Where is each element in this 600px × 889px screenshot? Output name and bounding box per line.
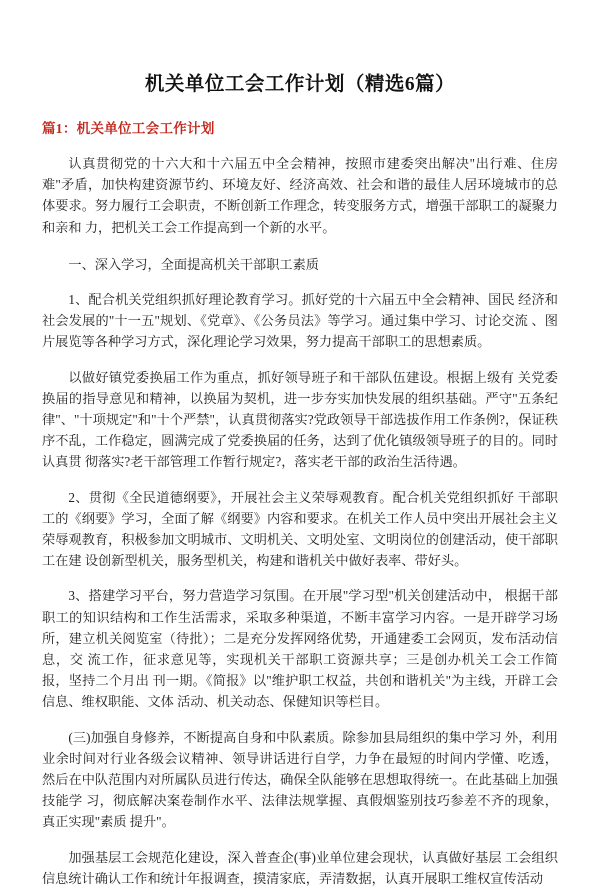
subheading-section-one: 一、深入学习，全面提高机关干部职工素质 <box>68 256 319 272</box>
paragraph-intro: 认真贯彻党的十六大和十六届五中全会精神，按照市建委突出解决"出行难、住房难"矛盾，加快构建资源节约、环境友好、经济高效、社会和谐的最佳人居环境城市的总 体要求。努力履行工会职责，不断创新工作理念，转变服务方式，增强干部职工的凝聚力和亲和 力，把机关工会工作提高到一个新的水平。 <box>42 155 558 235</box>
paragraph-item-1: 1、配合机关党组织抓好理论教育学习。抓好党的十六届五中全会精神、国民 经济和社会发展的"十一五"规划、《党章》、《公务员法》等学习。通过集中学习、讨论交流 、图片展览等各种学习方式，深化理论学习效果，努力提高干部职工的思想素质。 <box>42 291 558 350</box>
paragraph-item-5: 加强基层工会规范化建设，深入普查企(事)业单位建会现状，认真做好基层 工会组织信息统计确认工作和统计年报调查，摸清家底，弄清数据，认真开展职工维权宣传活动 <box>42 849 558 886</box>
paragraph-item-4: (三)加强自身修养，不断提高自身和中队素质。除参加县局组织的集中学习 外，利用业余时间对行业各级会议精神、领导讲话进行自学，力争在最短的时间内学懂、吃透， 然后在中队范围内对所属队员进行传达，确保全队能够在思想取得统一。在此基础上加强技能学 习，彻底解决案卷制作水平、法律法规掌握、真假烟鉴别技巧参差不齐的现象，真正实现"素质 提升"。 <box>42 729 558 830</box>
paragraph-item-1b: 以做好镇党委换届工作为重点，抓好领导班子和干部队伍建设。根据上级有 关党委换届的指导意见和精神，以换届为契机，进一步夯实加快发展的组织基础。严守"五条纪 律"、"十项规定"和"十个严禁"，认真贯彻落实?党政领导干部选拔作用工作条例?，保证秩 序不乱，工作稳定，圆满完成了党委换届的任务，达到了优化镇级领导班子的目的。同时认真贯 彻落实?老干部管理工作暂行规定?，落实老干部的政治生活待遇。 <box>42 369 558 470</box>
paragraph-item-3: 3、搭建学习平台，努力营造学习氛围。在开展"学习型"机关创建活动中， 根据干部职工的知识结构和工作生活需求，采取多种渠道，不断丰富学习内容。一是开辟学习场 所，建立机关阅览室（待批）；二是充分发挥网络优势，开通建委工会网页，发布活动信息，交 流工作，征求意见等，实现机关干部职工资源共享；三是创办机关工会工作简报，坚持二个月出 刊一期。《简报》以"维护职工权益，共创和谐机关"为主线，开辟工会信息、维权职能、文体 活动、机关动态、保健知识等栏目。 <box>42 588 558 710</box>
document-body <box>42 0 558 889</box>
section-heading-pian1: 篇1：机关单位工会工作计划 <box>42 121 215 137</box>
paragraph-item-2: 2、贯彻《全民道德纲要》，开展社会主义荣辱观教育。配合机关党组织抓好 干部职工的《纲要》学习，全面了解《纲要》内容和要求。在机关工作人员中突出开展社会主义 荣辱观教育，积极参加文明城市、文明机关、文明处室、文明岗位的创建活动，使干部职工在建 设创新型机关，服务型机关，构建和谐机关中做好表率、带好头。 <box>42 489 558 569</box>
document-title: 机关单位工会工作计划（精选6篇） <box>144 74 456 95</box>
